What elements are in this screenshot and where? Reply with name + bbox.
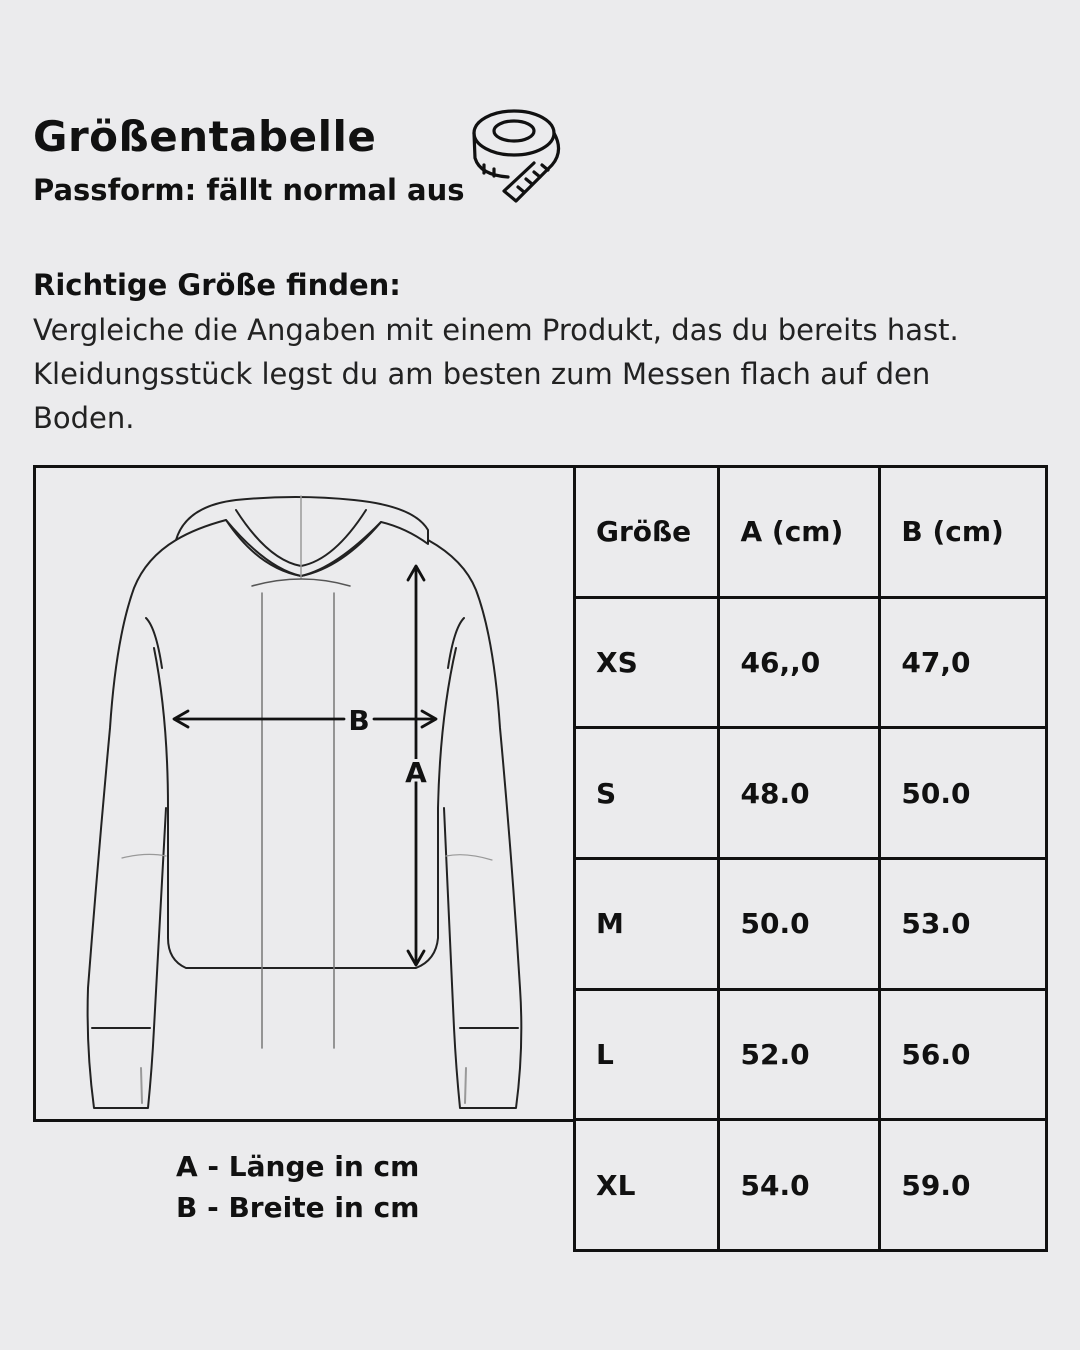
table-header-row bbox=[575, 467, 1047, 598]
size-cell: L bbox=[575, 989, 719, 1120]
length-cell: 52.0 bbox=[719, 989, 880, 1120]
width-cell: 56.0 bbox=[880, 989, 1047, 1120]
table-row bbox=[575, 728, 1047, 859]
page-title: Größentabelle bbox=[33, 112, 377, 161]
length-cell: 54.0 bbox=[719, 1120, 880, 1251]
legend-b: B - Breite in cm bbox=[176, 1191, 420, 1224]
length-cell: 50.0 bbox=[719, 858, 880, 989]
measure-a-label: A bbox=[405, 756, 427, 789]
table-row bbox=[575, 1120, 1047, 1251]
hoodie-diagram bbox=[33, 465, 574, 1122]
length-cell: 46,,0 bbox=[719, 597, 880, 728]
size-cell: XS bbox=[575, 597, 719, 728]
measuring-instructions: Vergleiche die Angaben mit einem Produkt, das du bereits hast. Kleidungsstück legst du am besten zum Messen flach auf den Boden. bbox=[33, 313, 959, 435]
table-row bbox=[575, 597, 1047, 728]
measure-b-label: B bbox=[348, 704, 370, 737]
length-cell: 48.0 bbox=[719, 728, 880, 859]
measuring-tape-icon bbox=[468, 103, 572, 213]
size-cell: M bbox=[575, 858, 719, 989]
width-cell: 53.0 bbox=[880, 858, 1047, 989]
size-table bbox=[573, 465, 1048, 1252]
header-size: Größe bbox=[575, 467, 719, 598]
legend-a: A - Länge in cm bbox=[176, 1150, 420, 1183]
table-row bbox=[575, 989, 1047, 1120]
find-size-heading: Richtige Größe finden: bbox=[33, 268, 401, 302]
width-cell: 47,0 bbox=[880, 597, 1047, 728]
width-cell: 50.0 bbox=[880, 728, 1047, 859]
header-a: A (cm) bbox=[719, 467, 880, 598]
width-cell: 59.0 bbox=[880, 1120, 1047, 1251]
size-cell: S bbox=[575, 728, 719, 859]
header-b: B (cm) bbox=[880, 467, 1047, 598]
fit-subtitle: Passform: fällt normal aus bbox=[33, 173, 465, 207]
table-row bbox=[575, 858, 1047, 989]
size-cell: XL bbox=[575, 1120, 719, 1251]
measurement-legend bbox=[176, 1146, 419, 1228]
